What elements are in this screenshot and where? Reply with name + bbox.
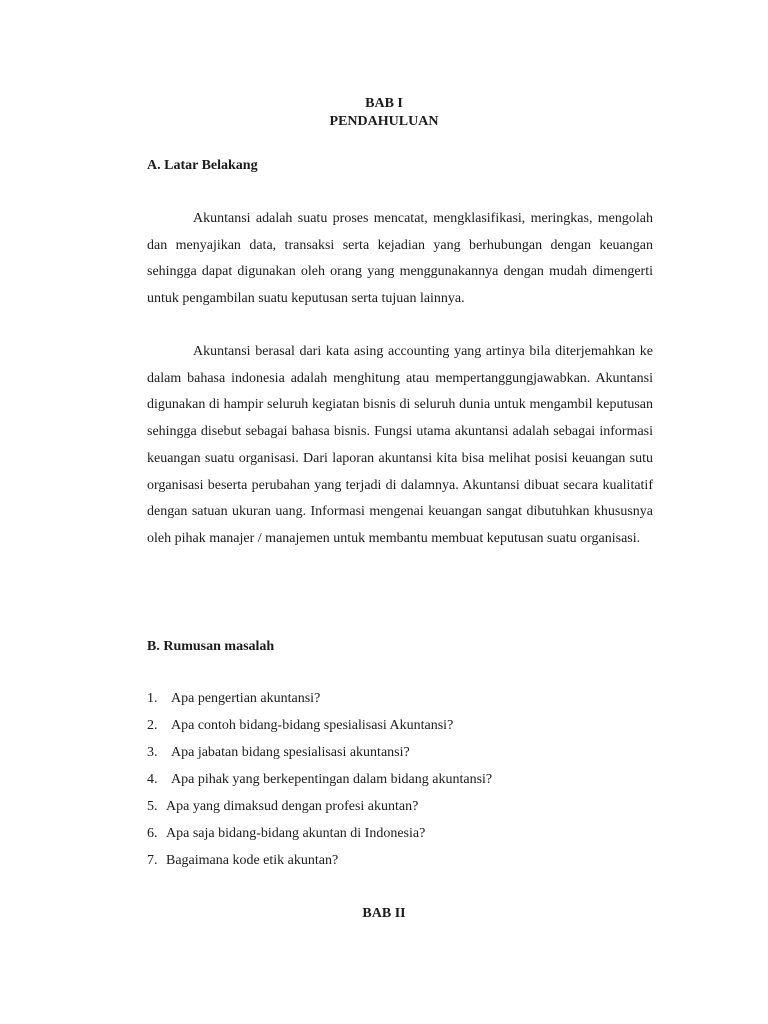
list-item — [147, 793, 653, 820]
list-item — [147, 685, 653, 712]
list-item-text: Apa jabatan bidang spesialisasi akuntansi? — [171, 745, 410, 760]
list-item-number: 5. — [147, 799, 158, 814]
list-item-text: Apa pengertian akuntansi? — [171, 691, 321, 706]
paragraph-2: Akuntansi berasal dari kata asing accounting yang artinya bila diterjemahkan ke dalam bahasa indonesia adalah menghitung atau mempertanggungjawabkan. Akuntansi digunakan di hampir seluruh kegiatan bisnis di seluruh dunia untuk mengambil keputusan sehingga disebut sebagai bahasa bisnis. Fungsi utama akuntansi adalah sebagai informasi keuangan suatu organisasi. Dari laporan akuntansi kita bisa melihat posisi keuangan sutu organisasi beserta perubahan yang terjadi di dalamnya. Akuntansi dibuat secara kualitatif dengan satuan ukuran uang. Informasi mengenai keuangan sangat dibutuhkan khususnya oleh pihak manajer / manajemen untuk membantu membuat keputusan suatu organisasi. — [147, 344, 653, 546]
list-item — [147, 739, 653, 766]
section-a-heading: A. Latar Belakang — [147, 158, 258, 173]
list-item-number: 7. — [147, 853, 158, 868]
problem-list — [147, 685, 653, 874]
list-item-number: 4. — [147, 772, 158, 787]
list-item-number: 3. — [147, 745, 158, 760]
list-item-text: Bagaimana kode etik akuntan? — [166, 853, 339, 868]
list-item-text: Apa contoh bidang-bidang spesialisasi Akuntansi? — [171, 718, 454, 733]
chapter-2-number: BAB II — [362, 906, 406, 921]
list-item — [147, 820, 653, 847]
list-item-number: 2. — [147, 718, 158, 733]
list-item-text: Apa yang dimaksud dengan profesi akuntan? — [166, 799, 419, 814]
list-item-number: 6. — [147, 826, 158, 841]
list-item-text: Apa pihak yang berkepentingan dalam bidang akuntansi? — [171, 772, 493, 787]
list-item — [147, 847, 653, 874]
list-item-text: Apa saja bidang-bidang akuntan di Indonesia? — [166, 826, 426, 841]
list-item-number: 1. — [147, 691, 158, 706]
section-b-heading: B. Rumusan masalah — [147, 639, 275, 654]
list-item — [147, 766, 653, 793]
list-item — [147, 712, 653, 739]
paragraph-1: Akuntansi adalah suatu proses mencatat, mengklasifikasi, meringkas, mengolah dan menyajikan data, transaksi serta kejadian yang berhubungan dengan keuangan sehingga dapat digunakan oleh orang yang menggunakannya dengan mudah dimengerti untuk pengambilan suatu keputusan serta tujuan lainnya. — [147, 211, 653, 307]
chapter-number: BAB I — [365, 96, 403, 111]
chapter-title: PENDAHULUAN — [329, 114, 439, 129]
